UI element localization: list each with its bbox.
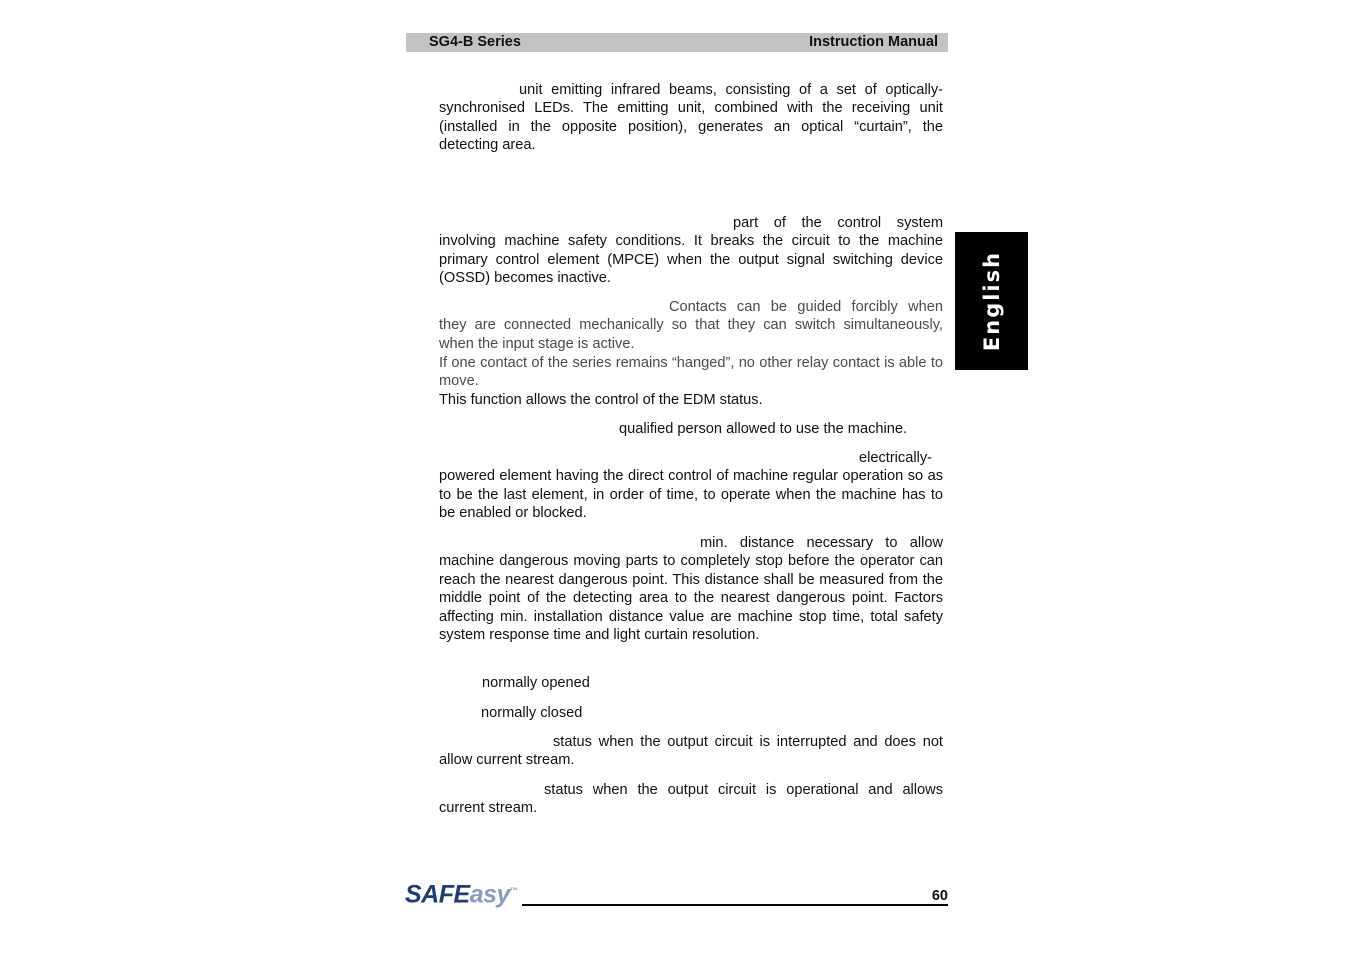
paragraph-normally-opened: normally opened: [482, 675, 590, 691]
page-header: [406, 33, 948, 52]
paragraph-off-status: status when the output circuit is interrupted and does not allow current stream.: [439, 734, 943, 769]
safeasy-logo: SAFEasy™: [405, 880, 518, 909]
paragraph-normally-closed: normally closed: [481, 705, 583, 721]
paragraph-hanged-contact: If one contact of the series remains “hanged”, no other relay contact is able to move.: [439, 355, 943, 390]
footer-rule: [522, 904, 948, 906]
paragraph-guided-contacts: Contacts can be guided forcibly when they are connected mechanically so that they can switch simultaneously, when the input stage is active.: [439, 299, 943, 352]
paragraph-on-status: status when the output circuit is operational and allows current stream.: [439, 782, 943, 817]
paragraph-min-distance: min. distance necessary to allow machine dangerous moving parts to completely stop before the operator can reach the nearest dangerous point. This distance shall be measured from the middle point of the detecting area to the nearest dangerous point. Factors affecting min. installation distance value are machine stop time, total safety system response time and light curtain resolution.: [439, 535, 943, 644]
series-title: SG4-B Series: [429, 34, 521, 50]
language-tab: [955, 232, 1028, 370]
paragraph-operator: qualified person allowed to use the machine.: [619, 421, 908, 437]
language-label: English: [979, 250, 1004, 352]
paragraph-mpce: electrically-powered element having the direct control of machine regular operation so as to be the last element, in order of time, to operate when the machine has to be enabled or blocked.: [439, 450, 943, 522]
page-number: 60: [931, 888, 948, 904]
paragraph-safety-part: part of the control system involving machine safety conditions. It breaks the circuit to the machine primary control element (MPCE) when the output signal switching device (OSSD) becomes inactive.: [439, 215, 943, 287]
manual-title: Instruction Manual: [809, 34, 938, 50]
paragraph-emitter: unit emitting infrared beams, consisting of a set of optically-synchronised LEDs. The emitting unit, combined with the receiving unit (installed in the opposite position), generates an optical “curtain”, the detecting area.: [439, 82, 943, 154]
paragraph-edm-status: This function allows the control of the EDM status.: [439, 392, 763, 408]
